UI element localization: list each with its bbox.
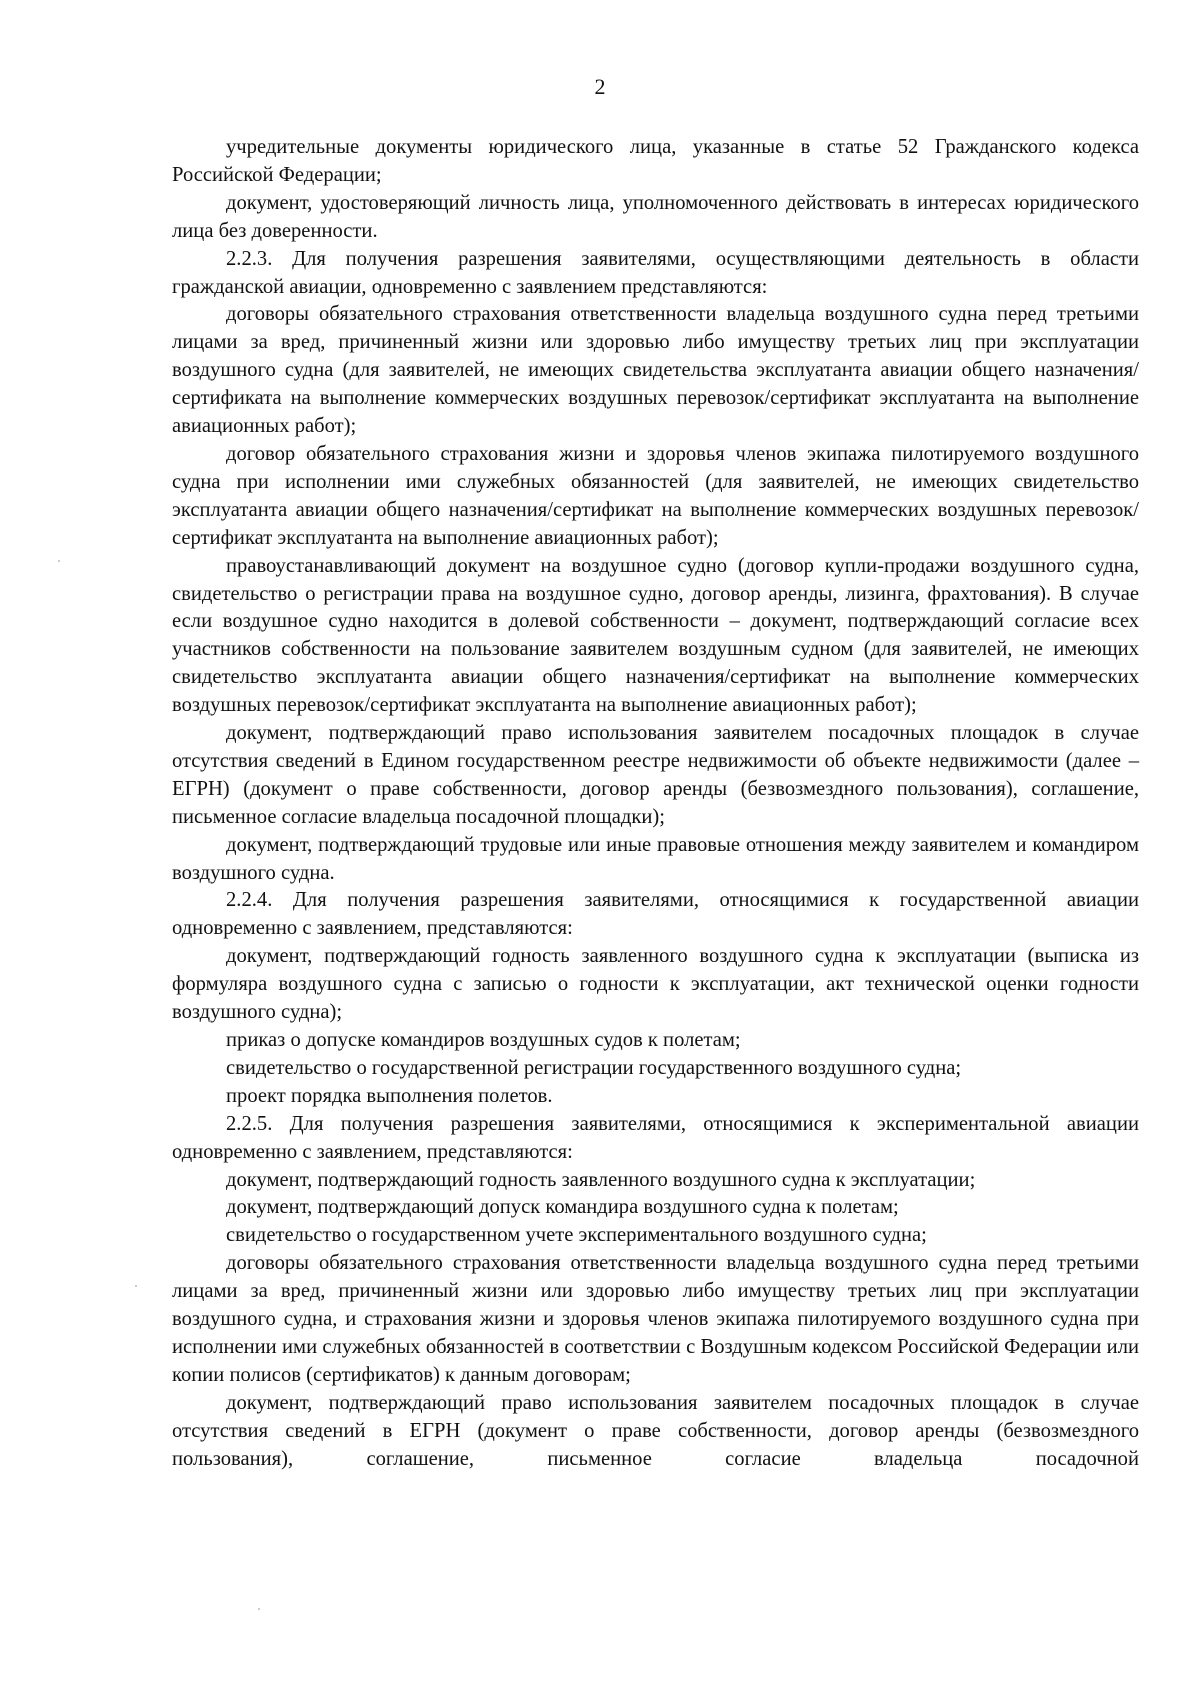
- page-number: 2: [594, 74, 606, 99]
- paragraph: свидетельство о государственной регистрации государственного воздушного судна;: [226, 1056, 962, 1079]
- scan-speck: [58, 560, 60, 562]
- paragraph: документ, подтверждающий право использования заявителем посадочных площадок в случае отсутствия сведений в ЕГРН (документ о праве собственности, договор аренды (безвозмездного пользования), соглашение, письменное согласие владельца посадочной: [172, 1391, 1139, 1470]
- paragraph: приказ о допуске командиров воздушных судов к полетам;: [226, 1029, 741, 1051]
- paragraph: договор обязательного страхования жизни и здоровья членов экипажа пилотируемого воздушного судна при исполнении ими служебных обязанностей (для заявителей, не имеющих свидетельство эксплуатанта авиации общего назначения/сертификат на выполнение коммерческих воздушных перевозок/сертификат эксплуатанта на выполнение авиационных работ);: [172, 442, 1139, 549]
- paragraph: 2.2.5. Для получения разрешения заявителями, относящимися к экспериментальной авиации одновременно с заявлением, представляются:: [172, 1112, 1139, 1163]
- paragraph: правоустанавливающий документ на воздушное судно (договор купли-продажи воздушного судна, свидетельство о регистрации права на воздушное судно, договор аренды, лизинга, фрахтования). В случае если воздушное судно находится в долевой собственности – документ, подтверждающий согласие всех участников собственности на пользование заявителем воздушным судном (для заявителей, не имеющих свидетельство эксплуатанта авиации общего назначения/сертификат на выполнение коммерческих воздушных перевозок/сертификат эксплуатанта на выполнение авиационных работ);: [172, 554, 1139, 717]
- scan-speck: [258, 1608, 260, 1610]
- paragraph: свидетельство о государственном учете экспериментального воздушного судна;: [226, 1224, 927, 1247]
- paragraph: 2.2.3. Для получения разрешения заявителями, осуществляющими деятельность в области гражданской авиации, одновременно с заявлением представляются:: [172, 247, 1139, 298]
- paragraph: документ, подтверждающий право использования заявителем посадочных площадок в случае отсутствия сведений в Едином государственном реестре недвижимости об объекте недвижимости (далее – ЕГРН) (документ о праве собственности, договор аренды (безвозмездного пользования), соглашение, письменное согласие владельца посадочной площадки);: [172, 722, 1139, 828]
- paragraph: документ, подтверждающий трудовые или иные правовые отношения между заявителем и командиром воздушного судна.: [172, 833, 1139, 884]
- paragraph: учредительные документы юридического лица, указанные в статье 52 Гражданского кодекса Российской Федерации;: [172, 136, 1139, 186]
- scan-speck: [135, 1285, 137, 1287]
- paragraph: документ, подтверждающий годность заявленного воздушного судна к эксплуатации;: [226, 1168, 976, 1191]
- paragraph: документ, подтверждающий годность заявленного воздушного судна к эксплуатации (выписка из формуляра воздушного судна с записью о годности к эксплуатации, акт технической оценки годности воздушного судна);: [172, 945, 1139, 1024]
- paragraph: документ, подтверждающий допуск командира воздушного судна к полетам;: [226, 1196, 899, 1219]
- paragraph: 2.2.4. Для получения разрешения заявителями, относящимися к государственной авиации одновременно с заявлением, представляются:: [172, 889, 1139, 940]
- paragraph: договоры обязательного страхования ответственности владельца воздушного судна перед третьими лицами за вред, причиненный жизни или здоровью либо имуществу третьих лиц при эксплуатации воздушного судна, и страхования жизни и здоровья членов экипажа пилотируемого воздушного судна при исполнении ими служебных обязанностей в соответствии с Воздушным кодексом Российской Федерации или копии полисов (сертификатов) к данным договорам;: [172, 1252, 1139, 1386]
- paragraph: документ, удостоверяющий личность лица, уполномоченного действовать в интересах юридического лица без доверенности.: [172, 191, 1139, 242]
- document-body: [172, 134, 1139, 1474]
- paragraph: проект порядка выполнения полетов.: [226, 1084, 553, 1107]
- paragraph: договоры обязательного страхования ответственности владельца воздушного судна перед третьими лицами за вред, причиненный жизни или здоровью либо имуществу третьих лиц при эксплуатации воздушного судна (для заявителей, не имеющих свидетельства эксплуатанта авиации общего назначения/сертификата на выполнение коммерческих воздушных перевозок/сертификат эксплуатанта на выполнение авиационных работ);: [172, 303, 1139, 438]
